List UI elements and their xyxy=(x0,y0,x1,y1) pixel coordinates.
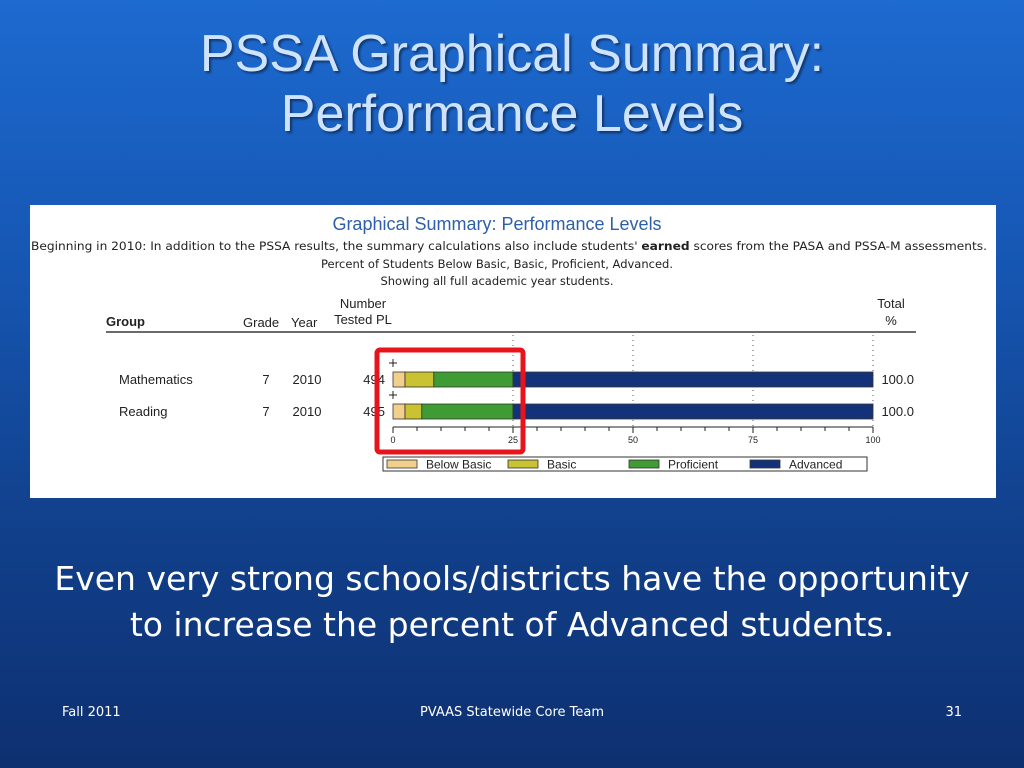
legend-label-advanced: Advanced xyxy=(789,457,843,472)
row-grade-mathematics: 7 xyxy=(262,372,270,387)
x-tick-label-25: 25 xyxy=(507,435,519,445)
header-year: Year xyxy=(291,315,318,330)
bar-mathematics-below-basic xyxy=(393,372,405,387)
row-group-mathematics: Mathematics xyxy=(119,372,193,387)
header-total-line-2: % xyxy=(885,313,897,328)
x-axis xyxy=(390,427,880,445)
footer-page-number: 31 xyxy=(945,705,962,720)
row-grade-reading: 7 xyxy=(262,404,270,419)
legend-label-proficient: Proficient xyxy=(668,457,719,472)
bar-mathematics-basic xyxy=(405,372,434,387)
bar-reading-basic xyxy=(405,404,422,419)
row-number-mathematics: 494 xyxy=(363,372,385,387)
row-year-reading: 2010 xyxy=(292,404,322,419)
chart-panel xyxy=(30,205,996,498)
highlight-rectangle xyxy=(377,350,523,452)
stacked-bars xyxy=(389,359,873,419)
row-number-reading: 495 xyxy=(363,404,385,419)
x-tick-label-0: 0 xyxy=(390,435,396,445)
x-tick-label-100: 100 xyxy=(865,435,881,445)
slide-title-line-1: PSSA Graphical Summary: xyxy=(199,25,825,83)
highlight-box xyxy=(377,350,523,452)
footer-date: Fall 2011 xyxy=(62,705,121,720)
bar-reading-advanced xyxy=(513,404,873,419)
header-group: Group xyxy=(106,314,145,329)
x-tick-label-75: 75 xyxy=(747,435,759,445)
bar-reading-below-basic xyxy=(393,404,405,419)
bar-mathematics-proficient xyxy=(434,372,513,387)
footer-team: PVAAS Statewide Core Team xyxy=(419,705,605,720)
legend-swatch-proficient xyxy=(629,460,659,468)
bar-reading-proficient xyxy=(422,404,513,419)
bar-mathematics-advanced xyxy=(513,372,873,387)
chart-subtitle-1: Beginning in 2010: In addition to the PSSA results, the summary calculations also include students' earned scores from the PASA and PSSA-M assessments. xyxy=(31,239,971,253)
slide-body-text: Even very strong schools/districts have the opportunity to increase the percent of Advanced students. xyxy=(54,559,970,644)
row-total-mathematics: 100.0 xyxy=(881,372,914,387)
header-number-line-1: Number xyxy=(339,296,387,311)
legend-label-below-basic: Below Basic xyxy=(426,457,492,472)
legend-label-basic: Basic xyxy=(547,457,577,472)
chart-subtitle-3: Showing all full academic year students. xyxy=(380,274,614,288)
x-tick-label-50: 50 xyxy=(627,435,639,445)
row-total-reading: 100.0 xyxy=(881,404,914,419)
legend-swatch-below-basic xyxy=(387,460,417,468)
slide-title-line-2: Performance Levels xyxy=(280,85,744,143)
slide-title xyxy=(0,24,1024,144)
performance-chart xyxy=(30,205,996,498)
row-group-reading: Reading xyxy=(119,404,168,419)
chart-title: Graphical Summary: Performance Levels xyxy=(332,214,662,234)
row-year-mathematics: 2010 xyxy=(292,372,322,387)
header-grade: Grade xyxy=(243,315,280,330)
header-total-line-1: Total xyxy=(877,296,905,311)
legend-swatch-advanced xyxy=(750,460,780,468)
legend xyxy=(383,457,867,472)
legend-swatch-basic xyxy=(508,460,538,468)
header-number-line-2: Tested PL xyxy=(334,312,392,327)
chart-subtitle-2: Percent of Students Below Basic, Basic, Proficient, Advanced. xyxy=(320,257,674,271)
